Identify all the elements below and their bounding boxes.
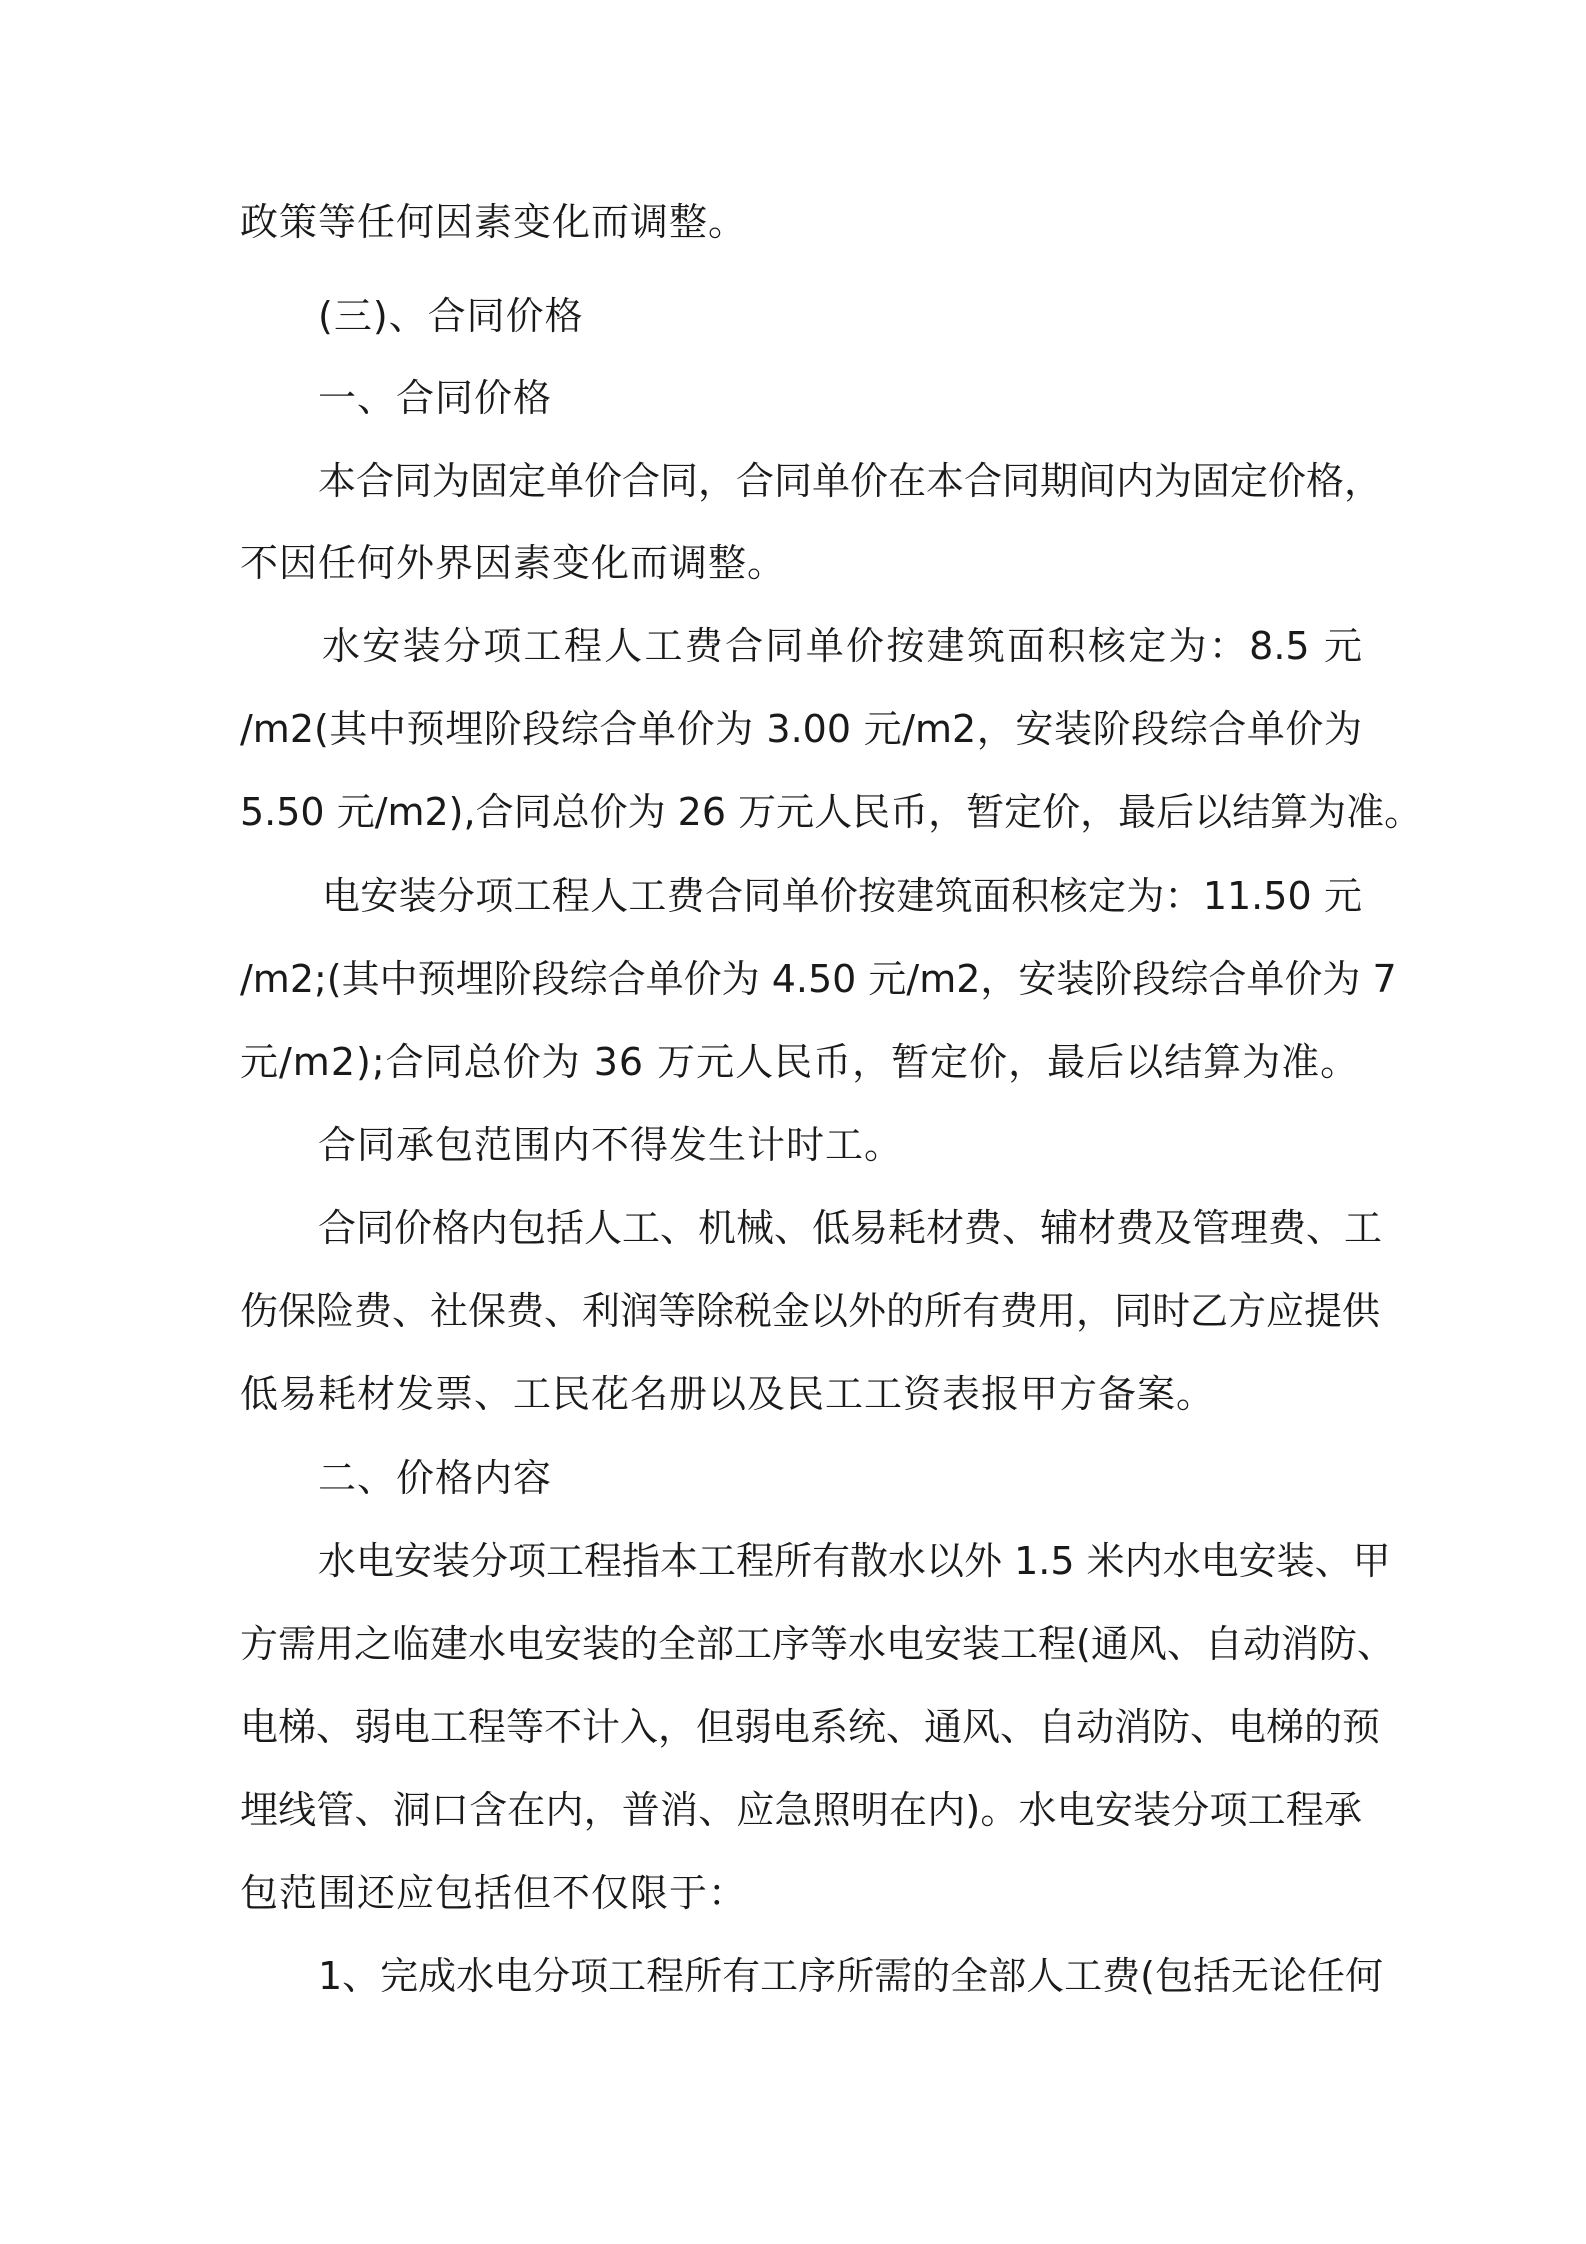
text-line: 埋线管、洞口含在内，普消、应急照明在内)。水电安装分项工程承 [240,1788,1362,1832]
text-line: 低易耗材发票、工民花名册以及民工工资表报甲方备案。 [240,1372,1216,1416]
text-line: 包范围还应包括但不仅限于： [240,1871,748,1915]
subsection-heading: 二、价格内容 [318,1456,553,1500]
text-line: 本合同为固定单价合同，合同单价在本合同期间内为固定价格， [318,459,1383,503]
text-line: 元/m2);合同总价为 36 万元人民币，暂定价，最后以结算为准。 [240,1040,1360,1084]
text-line: /m2;(其中预埋阶段综合单价为 4.50 元/m2，安装阶段综合单价为 7 [240,957,1397,1001]
text-line: 方需用之临建水电安装的全部工序等水电安装工程(通风、自动消防、 [240,1622,1395,1666]
text-line: 水电安装分项工程指本工程所有散水以外 1.5 米内水电安装、甲 [318,1539,1391,1583]
section-heading: (三)、合同价格 [318,294,584,338]
text-line: 1、完成水电分项工程所有工序所需的全部人工费(包括无论任何 [318,1954,1384,1998]
text-line: 政策等任何因素变化而调整。 [240,200,748,244]
text-line: 电安装分项工程人工费合同单价按建筑面积核定为：11.50 元 [322,874,1362,918]
text-line: 合同承包范围内不得发生计时工。 [318,1123,904,1167]
text-line: /m2(其中预埋阶段综合单价为 3.00 元/m2，安装阶段综合单价为 [240,707,1362,751]
text-line: 5.50 元/m2),合同总价为 26 万元人民币，暂定价，最后以结算为准。 [240,790,1423,834]
text-line: 伤保险费、社保费、利润等除税金以外的所有费用，同时乙方应提供 [240,1289,1381,1333]
text-line: 水安装分项工程人工费合同单价按建筑面积核定为：8.5 元 [322,624,1362,668]
text-line: 电梯、弱电工程等不计入，但弱电系统、通风、自动消防、电梯的预 [240,1705,1381,1749]
subsection-heading: 一、合同价格 [318,376,553,420]
text-line: 合同价格内包括人工、机械、低易耗材费、辅材费及管理费、工 [318,1206,1383,1250]
text-line: 不因任何外界因素变化而调整。 [240,541,787,585]
